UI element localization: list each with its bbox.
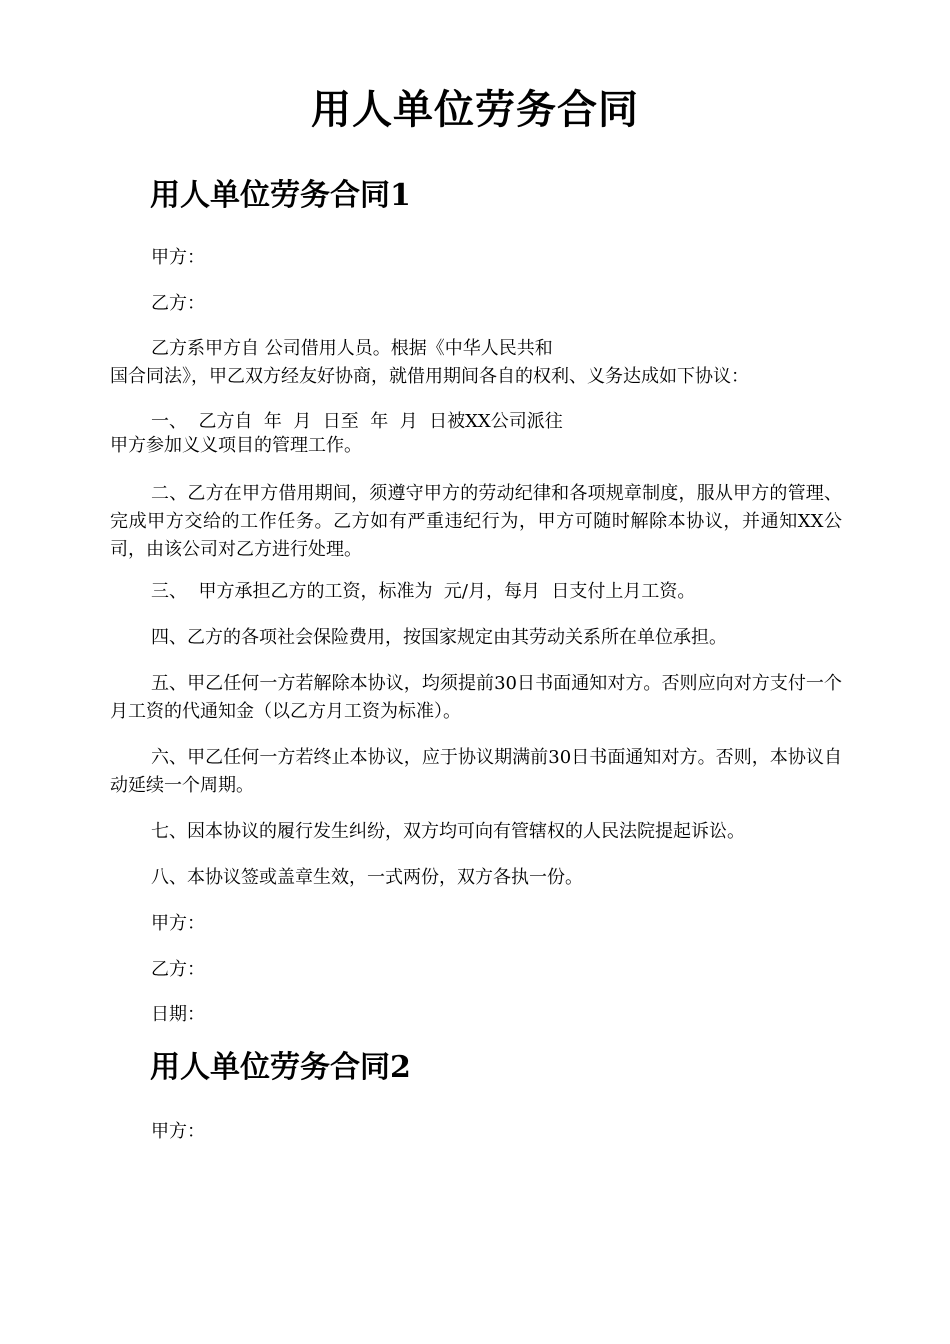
intro-line-2: 国合同法》，甲乙双方经友好协商，就借用期间各自的权利、义务达成如下协议：	[110, 366, 749, 387]
clause-1-line-2: 甲方参加义义项目的管理工作。	[110, 435, 362, 456]
contract-1-heading: 用人单位劳务合同1	[150, 178, 411, 213]
clause-6: 六、甲乙任何一方若终止本协议，应于协议期满前30日书面通知对方。否则，本协议自动延续一个周期。	[110, 747, 842, 796]
party-a-label: 甲方：	[151, 247, 205, 268]
clause-3: 三、 甲方承担乙方的工资，标准为 元/月，每月 日支付上月工资。	[151, 581, 696, 602]
clause-8: 八、本协议签或盖章生效，一式两份，双方各执一份。	[151, 867, 583, 888]
clause-1-line-1: 一、 乙方自 年 月 日至 年 月 日被XX公司派往	[151, 411, 563, 432]
clause-7: 七、因本协议的履行发生纠纷，双方均可向有管辖权的人民法院提起诉讼。	[151, 821, 745, 842]
intro-line-1: 乙方系甲方自 公司借用人员。根据《中华人民共和	[151, 338, 553, 359]
signature-party-a: 甲方：	[151, 913, 205, 934]
party-b-label: 乙方：	[151, 293, 205, 314]
signature-party-b: 乙方：	[151, 959, 205, 980]
clause-4: 四、乙方的各项社会保险费用，按国家规定由其劳动关系所在单位承担。	[151, 627, 727, 648]
clause-5: 五、甲乙任何一方若解除本协议，均须提前30日书面通知对方。否则应向对方支付一个月工资的代通知金（以乙方月工资为标准）。	[110, 673, 842, 722]
clause-1	[110, 410, 842, 458]
contract-2-party-a-label: 甲方：	[151, 1121, 205, 1142]
document-title: 用人单位劳务合同	[311, 86, 639, 133]
signature-date: 日期：	[151, 1004, 205, 1025]
contract-2-heading: 用人单位劳务合同2	[150, 1050, 411, 1085]
clause-2: 二、乙方在甲方借用期间，须遵守甲方的劳动纪律和各项规章制度，服从甲方的管理、完成甲方交给的工作任务。乙方如有严重违纪行为，甲方可随时解除本协议，并通知XX公司，由该公司对乙方进行处理。	[110, 483, 842, 560]
intro-paragraph	[110, 335, 842, 391]
